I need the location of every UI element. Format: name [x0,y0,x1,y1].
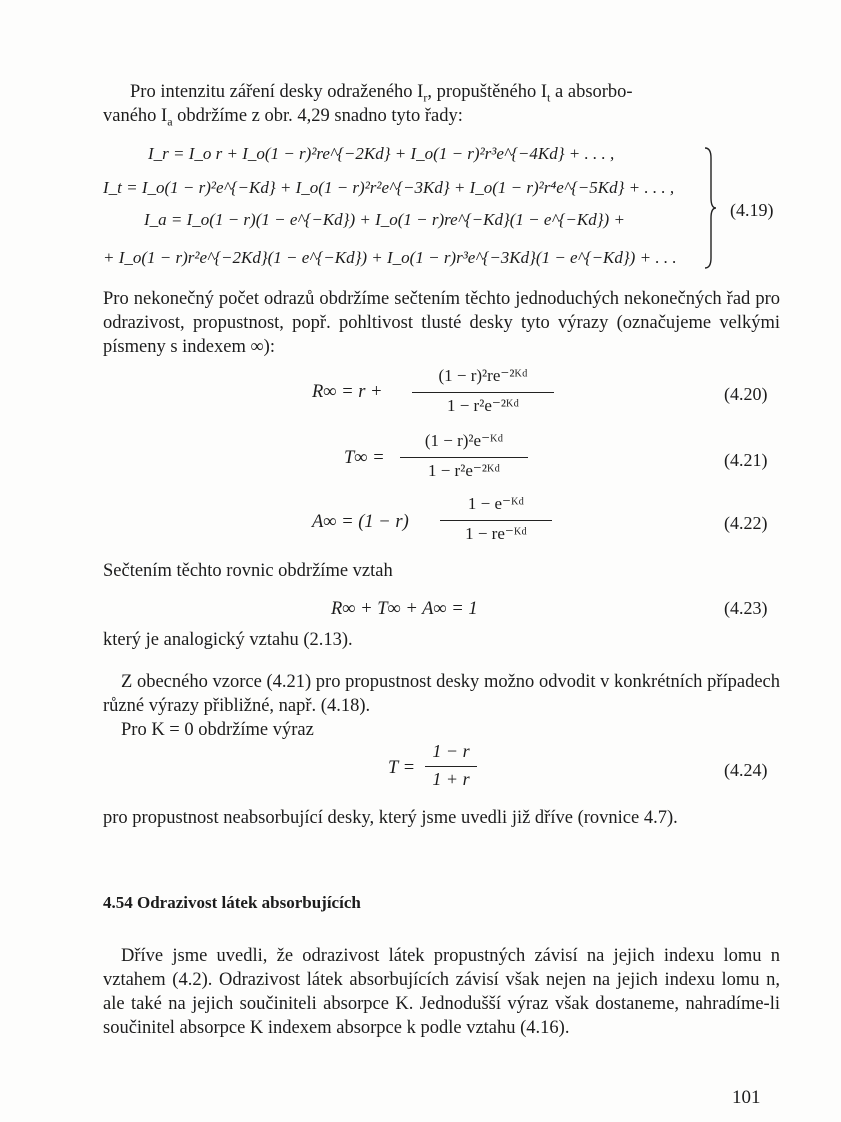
eq-4-21-numerator: (1 − r)²e⁻ᴷᵈ [424,431,504,450]
eq-4-20-numerator: (1 − r)²re⁻²ᴷᵈ [438,366,528,385]
eq-4-24-numerator: 1 − r [432,741,470,761]
eq-4-21-fraction-bar [400,457,528,458]
eq-4-22-lhs: A∞ = (1 − r) [312,512,409,532]
section-heading: 4.54 Odrazivost látek absorbujících [103,893,361,912]
equation-number-4-21: (4.21) [724,450,768,470]
eq-4-21-denominator: 1 − r²e⁻²ᴷᵈ [427,461,501,480]
equation-number-4-22: (4.22) [724,513,768,533]
equation-number-4-23: (4.23) [724,598,768,618]
right-brace [703,146,717,270]
eq-4-22-fraction-bar [440,520,552,521]
eq-4-22-numerator: 1 − e⁻ᴷᵈ [467,494,525,513]
eq-4-21-lhs: T∞ = [344,448,385,468]
paragraph-general-formula: Z obecného vzorce (4.21) pro propustnost desky možno odvodit v konkrétních případech různé výrazy přibližné, např. (4.18). [103,672,780,716]
equation-number-4-20: (4.20) [724,384,768,404]
equation-number-4-19: (4.19) [730,200,774,220]
eq-4-24-denominator: 1 + r [432,769,470,789]
eq-4-20-denominator: 1 − r²e⁻²ᴷᵈ [446,396,520,415]
page-number: 101 [732,1087,761,1108]
equation-series-ia: I_a = I_o(1 − r)(1 − e^{−Kd}) + I_o(1 − r)re^{−Kd}(1 − e^{−Kd}) + [144,210,625,229]
eq-4-24-fraction-bar [425,766,477,767]
paragraph-absorbing-reflectance: Dříve jsme uvedli, že odrazivost látek propustných závisí na jejich indexu lomu n vztahem (4.2). Odrazivost látek absorbujících závisí však nejen na jejich indexu lomu n, ale také na jejich součiniteli absorpce K. Jednodušší výraz však dostaneme, nahradíme-li součinitel absorpce K indexem absorpce k podle vztahu (4.16). [103,946,780,1038]
paragraph-analogy: který je analogický vztahu (2.13). [103,630,353,650]
intro-line-2: vaného $I_a$ obdržíme z obr. 4,29 snadno tyto řady: [103,106,463,129]
eq-4-23: R∞ + T∞ + A∞ = 1 [331,599,478,619]
eq-4-20-fraction-bar [412,392,554,393]
paragraph-sum-of-equations: Sečtením těchto rovnic obdržíme vztah [103,561,393,581]
paragraph-nonabsorbing: pro propustnost neabsorbující desky, který jsme uvedli již dříve (rovnice 4.7). [103,808,678,828]
eq-4-22-denominator: 1 − re⁻ᴷᵈ [465,524,527,543]
equation-series-ir: I_r = I_o r + I_o(1 − r)²re^{−2Kd} + I_o(1 − r)²r³e^{−4Kd} + . . . , [148,144,615,163]
equation-number-4-24: (4.24) [724,760,768,780]
intro-line-1: Pro intenzitu záření desky odraženého $I_r$, propuštěného $I_t$ a absorbo- [130,82,633,105]
paragraph-k-zero: Pro K = 0 obdržíme výraz [121,720,314,740]
eq-4-20-lhs: R∞ = r + [312,382,383,402]
paragraph-infinite-sum: Pro nekonečný počet odrazů obdržíme sečtením těchto jednoduchých nekonečných řad pro odrazivost, propustnost, popř. pohltivost tlusté desky tyto výrazy (označujeme velkými písmeny s indexem ∞): [103,289,780,357]
equation-series-it: I_t = I_o(1 − r)²e^{−Kd} + I_o(1 − r)²r²e^{−3Kd} + I_o(1 − r)²r⁴e^{−5Kd} + . . . , [103,178,675,197]
equation-series-ia-cont: + I_o(1 − r)r²e^{−2Kd}(1 − e^{−Kd}) + I_o(1 − r)r³e^{−3Kd}(1 − e^{−Kd}) + . . . [103,248,677,267]
eq-4-24-lhs: T = [388,758,416,778]
